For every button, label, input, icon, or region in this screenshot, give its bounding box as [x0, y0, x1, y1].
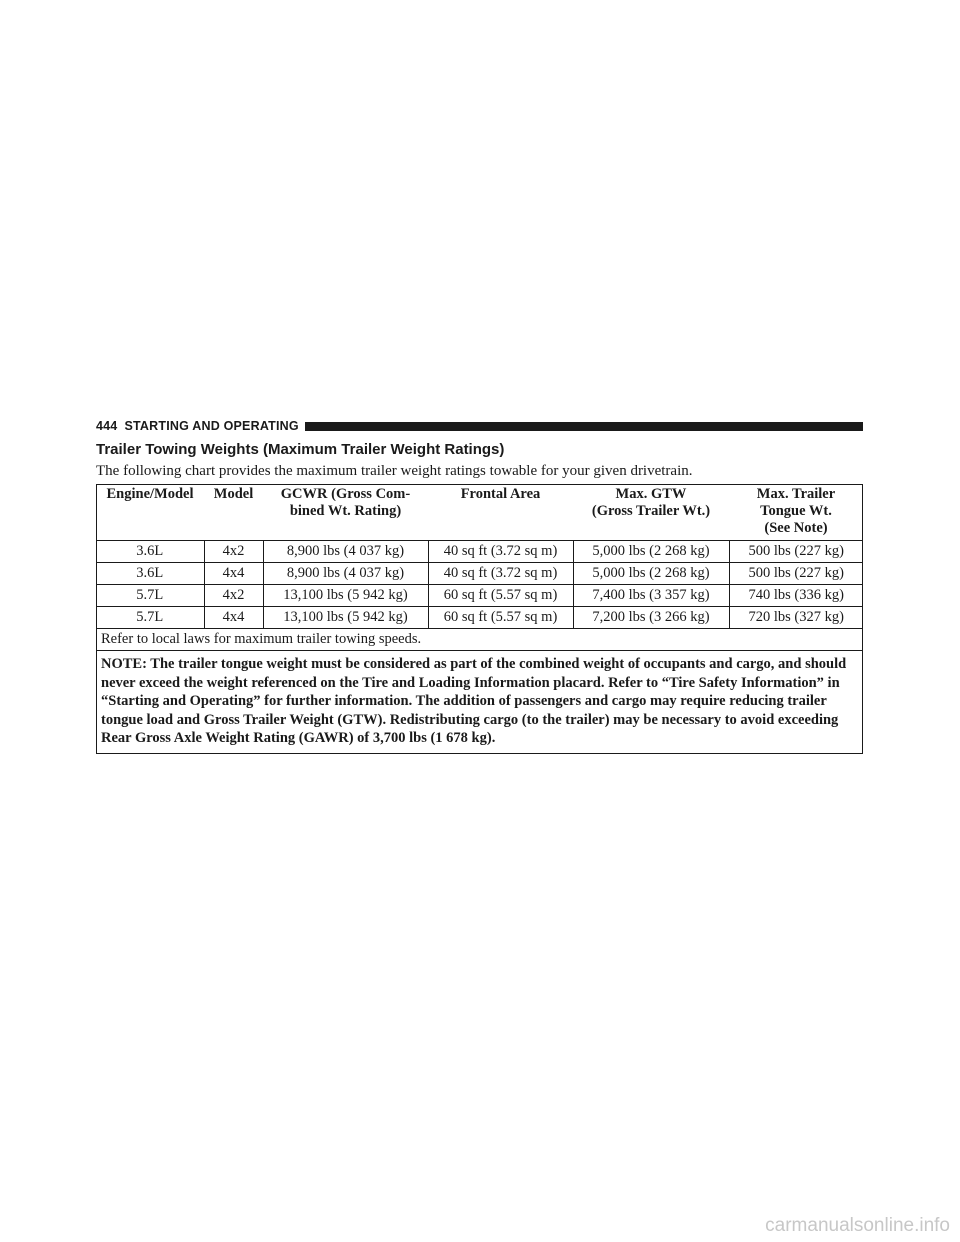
cell-gcwr: 8,900 lbs (4 037 kg): [263, 541, 428, 563]
page-header: [96, 419, 863, 433]
header-cell-text: Max. Trailer Tongue Wt. (See Note): [756, 486, 836, 536]
header-cell-text: GCWR (Gross Com- bined Wt. Rating): [280, 486, 411, 519]
cell-frontal-area: 60 sq ft (5.57 sq m): [428, 585, 573, 607]
cell-model: 4x4: [204, 607, 263, 629]
table-row: [96, 607, 863, 629]
cell-model: 4x2: [204, 585, 263, 607]
page-number: 444: [96, 419, 118, 433]
speed-note: Refer to local laws for maximum trailer towing speeds.: [96, 629, 863, 651]
cell-max-gtw: 7,200 lbs (3 266 kg): [573, 607, 729, 629]
cell-tongue-wt: 500 lbs (227 kg): [729, 563, 863, 585]
section-title: Trailer Towing Weights (Maximum Trailer Weight Ratings): [96, 441, 505, 458]
table-row: [96, 563, 863, 585]
towing-weights-table: [96, 484, 863, 751]
cell-model: 4x4: [204, 563, 263, 585]
watermark: carmanualsonline.info: [765, 1215, 950, 1236]
cell-gcwr: 8,900 lbs (4 037 kg): [263, 563, 428, 585]
intro-text: The following chart provides the maximum trailer weight ratings towable for your given drivetrain.: [96, 463, 693, 479]
header-cell-text: Model: [213, 486, 254, 502]
cell-tongue-wt: 720 lbs (327 kg): [729, 607, 863, 629]
header-max-tongue-wt: [729, 484, 863, 541]
cell-frontal-area: 40 sq ft (3.72 sq m): [428, 563, 573, 585]
header-gcwr: [263, 484, 428, 541]
header-max-gtw: [573, 484, 729, 541]
cell-model: 4x2: [204, 541, 263, 563]
speed-note-row: [96, 629, 863, 651]
cell-engine: 5.7L: [96, 607, 204, 629]
table-header-row: [96, 484, 863, 541]
cell-engine: 3.6L: [96, 541, 204, 563]
cell-max-gtw: 5,000 lbs (2 268 kg): [573, 541, 729, 563]
table-row: [96, 585, 863, 607]
cell-tongue-wt: 740 lbs (336 kg): [729, 585, 863, 607]
header-cell-text: Frontal Area: [460, 486, 541, 502]
cell-frontal-area: 40 sq ft (3.72 sq m): [428, 541, 573, 563]
note-row: [96, 651, 863, 751]
cell-max-gtw: 7,400 lbs (3 357 kg): [573, 585, 729, 607]
cell-engine: 3.6L: [96, 563, 204, 585]
cell-tongue-wt: 500 lbs (227 kg): [729, 541, 863, 563]
header-cell-text: Max. GTW (Gross Trailer Wt.): [591, 486, 711, 519]
header-model: [204, 484, 263, 541]
cell-gcwr: 13,100 lbs (5 942 kg): [263, 607, 428, 629]
cell-gcwr: 13,100 lbs (5 942 kg): [263, 585, 428, 607]
section-name: STARTING AND OPERATING: [124, 419, 299, 433]
header-frontal-area: [428, 484, 573, 541]
cell-max-gtw: 5,000 lbs (2 268 kg): [573, 563, 729, 585]
cell-engine: 5.7L: [96, 585, 204, 607]
header-rule: [305, 422, 863, 431]
header-cell-text: Engine/Model: [106, 486, 194, 502]
cell-frontal-area: 60 sq ft (5.57 sq m): [428, 607, 573, 629]
table-row: [96, 541, 863, 563]
tongue-weight-note: NOTE: The trailer tongue weight must be considered as part of the combined weight of occupants and cargo, and should never exceed the weight referenced on the Tire and Loading Information placard. Refer to “Tire Safety Information” in “Starting and Operating” for further information. The addition of passengers and cargo may require reducing trailer tongue load and Gross Trailer Weight (GTW). Redistributing cargo (to the trailer) may be necessary to avoid exceeding Rear Gross Axle Weight Rating (GAWR) of 3,700 lbs (1 678 kg).: [96, 651, 863, 751]
header-engine-model: [96, 484, 204, 541]
